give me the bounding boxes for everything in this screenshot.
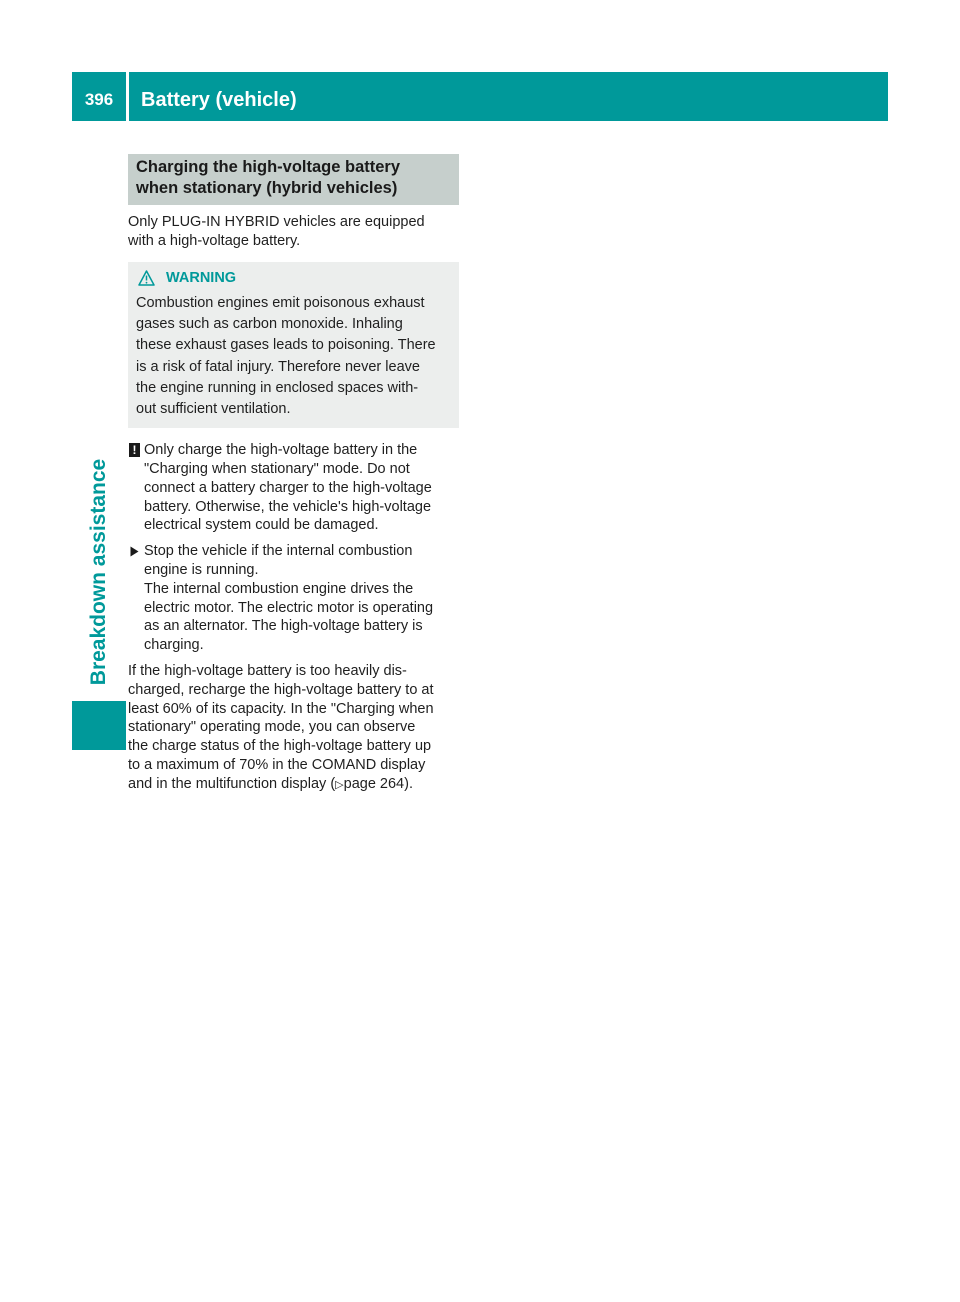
final-line: If the high-voltage battery is too heavily dis- [128, 662, 407, 679]
section-title [128, 154, 459, 205]
final-line: stationary" operating mode, you can observe [128, 719, 416, 736]
note-item [128, 441, 459, 535]
step-line: electric motor. The electric motor is operating [144, 599, 434, 616]
warning-line: is a risk of fatal injury. Therefore never leave [136, 358, 420, 375]
final-line [128, 775, 459, 795]
note-line: "Charging when stationary" mode. Do not [144, 461, 410, 478]
step-line: The internal combustion engine drives the [144, 580, 414, 597]
final-paragraph [128, 662, 459, 795]
side-tab-label: Breakdown assistance [87, 458, 110, 686]
section-title-line: when stationary (hybrid vehicles) [136, 179, 398, 197]
warning-box [128, 262, 459, 428]
warning-label: WARNING [166, 270, 237, 286]
content-column [128, 154, 459, 795]
page-reference-link[interactable]: page 264 [343, 775, 405, 792]
page-ref-arrow-icon: ▷ [335, 778, 344, 791]
step-arrow-icon [130, 546, 139, 557]
final-line: to a maximum of 70% in the COMAND display [128, 756, 426, 773]
header-divider [126, 72, 129, 121]
intro-line: Only PLUG-IN HYBRID vehicles are equipped [128, 214, 425, 230]
step-line: charging. [144, 637, 204, 654]
warning-line: gases such as carbon monoxide. Inhaling [136, 316, 403, 333]
section-title-line: Charging the high-voltage battery [136, 158, 401, 176]
final-line-text: ). [404, 775, 413, 792]
note-line: battery. Otherwise, the vehicle's high-voltage [144, 498, 432, 515]
step-line: Stop the vehicle if the internal combustion [144, 543, 413, 560]
warning-line: these exhaust gases leads to poisoning. There [136, 337, 436, 354]
exclamation-icon: ! [129, 443, 140, 457]
note-line: connect a battery charger to the high-voltage [144, 479, 432, 496]
note-line: electrical system could be damaged. [144, 517, 379, 534]
final-line-text: and in the multifunction display ( [128, 775, 336, 792]
warning-line: the engine running in enclosed spaces with- [136, 379, 419, 396]
side-tab-marker [72, 701, 126, 750]
final-line: charged, recharge the high-voltage battery to at [128, 681, 434, 698]
step-item [128, 542, 459, 655]
page-title: Battery (vehicle) [141, 89, 297, 111]
final-line: least 60% of its capacity. In the "Charging when [128, 700, 434, 717]
warning-line: Combustion engines emit poisonous exhaust [136, 295, 425, 311]
step-line: engine is running. [144, 562, 259, 578]
final-line: the charge status of the high-voltage battery up [128, 738, 432, 755]
warning-header [138, 268, 451, 288]
step-line: as an alternator. The high-voltage battery is [144, 618, 423, 635]
intro-line: with a high-voltage battery. [128, 232, 301, 249]
warning-text [136, 293, 451, 420]
warning-triangle-icon [138, 270, 155, 286]
warning-line: out sufficient ventilation. [136, 401, 291, 418]
page-number: 396 [84, 90, 114, 109]
intro-paragraph [128, 213, 459, 250]
note-line: Only charge the high-voltage battery in the [144, 442, 418, 459]
